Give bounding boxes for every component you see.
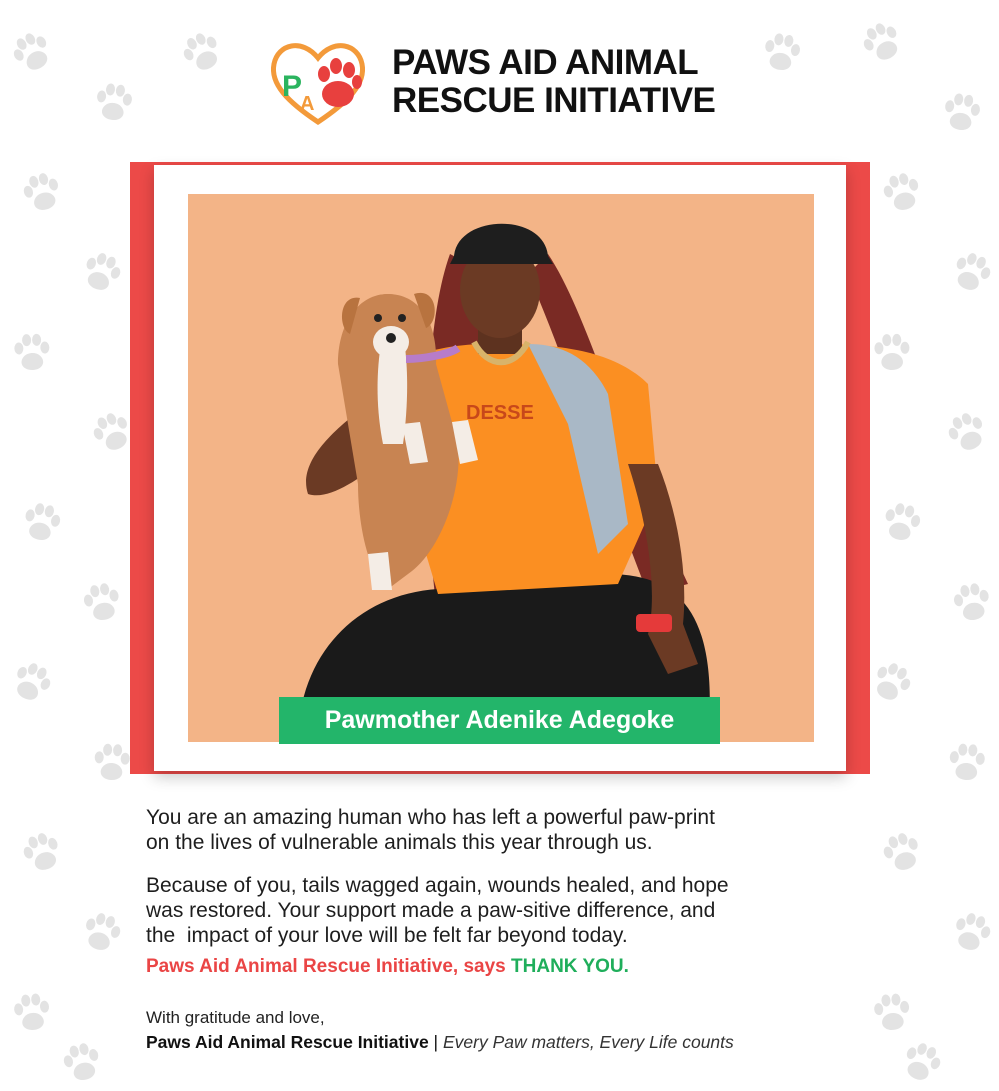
paw-print-icon: [938, 403, 996, 461]
paw-print-icon: [876, 496, 929, 549]
closing-text: With gratitude and love,: [146, 1008, 325, 1027]
thanks-org-text: Paws Aid Animal Rescue Initiative, says: [146, 956, 512, 977]
paw-print-icon: [89, 739, 135, 785]
paw-print-icon: [3, 653, 62, 712]
message-line: Because of you, tails wagged again, wounds healed, and hope: [146, 874, 729, 897]
paw-print-icon: [862, 652, 921, 711]
message-paragraph-1: [146, 805, 866, 855]
thanks-highlight: THANK YOU.: [511, 956, 629, 977]
logo-letter-a: A: [300, 93, 315, 115]
paw-print-icon: [9, 329, 55, 375]
paw-print-icon: [55, 1035, 108, 1088]
brand-name: [392, 44, 715, 120]
header: [268, 34, 728, 130]
shirt-print: DESSE: [466, 402, 534, 424]
paw-print-icon: [8, 988, 56, 1036]
paw-print-icon: [75, 905, 130, 960]
paw-print-icon: [947, 577, 998, 628]
paw-print-icon: [874, 824, 930, 880]
brand-line-2: RESCUE INITIATIVE: [392, 81, 716, 120]
signature-separator: |: [428, 1032, 443, 1052]
paw-print-icon: [937, 87, 987, 137]
message-line: the impact of your love will be felt far beyond today.: [146, 924, 628, 947]
message-line: on the lives of vulnerable animals this year through us.: [146, 831, 653, 854]
paw-print-icon: [14, 824, 70, 880]
paw-print-icon: [16, 496, 68, 548]
heart-paw-logo-icon: [268, 36, 368, 126]
honoree-name-banner: Pawmother Adenike Adegoke: [279, 697, 720, 744]
paw-print-icon: [74, 244, 131, 301]
paw-print-icon: [893, 1033, 951, 1091]
paw-print-icon: [870, 330, 915, 375]
paw-print-icon: [89, 77, 138, 126]
paw-print-icon: [852, 12, 912, 72]
logo-letter-p: P: [282, 70, 303, 103]
honoree-photo: [188, 194, 814, 742]
paw-print-icon: [15, 165, 69, 219]
paw-print-icon: [944, 739, 991, 786]
paw-print-icon: [757, 27, 807, 77]
paw-print-icon: [875, 165, 929, 219]
thank-you-line: [146, 956, 629, 978]
message-paragraph-2: [146, 873, 866, 948]
paw-print-icon: [868, 988, 916, 1036]
message-line: You are an amazing human who has left a powerful paw-print: [146, 806, 715, 829]
paw-print-icon: [943, 243, 999, 300]
paw-print-icon: [76, 576, 128, 628]
signature-org: Paws Aid Animal Rescue Initiative: [146, 1032, 429, 1052]
brand-line-1: PAWS AID ANIMAL: [392, 43, 699, 82]
signature-line: [146, 1032, 734, 1053]
paw-print-icon: [2, 22, 62, 82]
paw-print-icon: [172, 22, 232, 82]
paw-print-icon: [944, 904, 999, 959]
message-line: was restored. Your support made a paw-sitive difference, and: [146, 899, 716, 922]
signature-tagline: Every Paw matters, Every Life counts: [442, 1032, 734, 1052]
